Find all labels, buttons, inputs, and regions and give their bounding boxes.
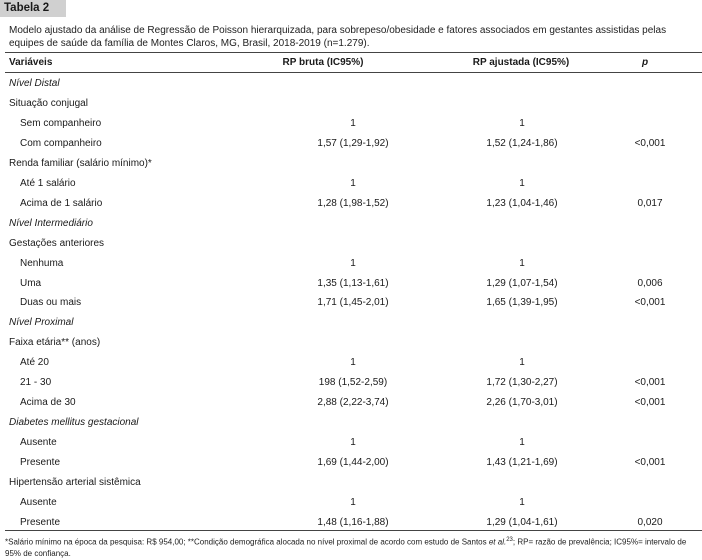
results-table: [5, 52, 702, 531]
table-row: [5, 134, 702, 154]
row-label: 21 - 30: [20, 377, 52, 389]
rp-ajustada-cell: 1,72 (1,30-2,27): [486, 377, 558, 389]
table-header-row: [5, 53, 702, 73]
p-value-cell: 0,020: [637, 516, 663, 528]
rp-ajustada-cell: 2,26 (1,70-3,01): [486, 397, 558, 409]
rp-ajustada-cell: 1: [519, 117, 525, 129]
table-row: [5, 453, 702, 473]
row-label: Uma: [20, 277, 42, 289]
header-rp-bruta: RP bruta (IC95%): [282, 57, 364, 68]
rp-ajustada-cell: 1,23 (1,04-1,46): [486, 197, 558, 209]
table-row: [5, 413, 702, 433]
table-row: [5, 214, 702, 234]
table-row: [5, 114, 702, 134]
rp-ajustada-cell: 1,52 (1,24-1,86): [486, 137, 558, 149]
table-row: [5, 194, 702, 214]
table-row: [5, 473, 702, 493]
footnote-text-1: *Salário mínimo na época da pesquisa: R$ 954,00; **Condição demográfica alocada no nível proximal de acordo com estudo de Santos: [5, 537, 489, 547]
row-label: Presente: [20, 516, 61, 528]
rp-ajustada-cell: 1: [519, 357, 525, 369]
rp-ajustada-cell: 1: [519, 177, 525, 189]
header-rp-ajustada: RP ajustada (IC95%): [472, 57, 570, 68]
table-row: [5, 94, 702, 114]
row-label: Ausente: [20, 496, 57, 508]
row-label: Nível Proximal: [9, 317, 74, 329]
rp-bruta-cell: 1: [350, 257, 356, 269]
rp-bruta-cell: 2,88 (2,22-3,74): [317, 397, 389, 409]
rp-ajustada-cell: 1,29 (1,07-1,54): [486, 277, 558, 289]
row-label: Nenhuma: [20, 257, 64, 269]
row-label: Diabetes mellitus gestacional: [9, 417, 139, 429]
header-p: p: [641, 57, 649, 68]
row-label: Faixa etária** (anos): [9, 337, 101, 349]
rp-bruta-cell: 1,71 (1,45-2,01): [317, 297, 389, 309]
row-label: Até 20: [20, 357, 49, 369]
table-caption: Modelo ajustado da análise de Regressão de Poisson hierarquizada, para sobrepeso/obesidade e fatores associados em gestantes assistidas pelas equipes de saúde da família de Montes Claros, MG, Brasil, 2018-2019 (n=1.279).: [9, 25, 667, 49]
rp-bruta-cell: 1,69 (1,44-2,00): [317, 457, 389, 469]
p-value-cell: <0,001: [634, 377, 666, 389]
p-value-cell: <0,001: [634, 457, 666, 469]
row-label: Ausente: [20, 437, 57, 449]
row-label: Nível Distal: [9, 78, 60, 89]
table-row: [5, 274, 702, 294]
header-variables: Variáveis: [9, 57, 53, 68]
row-label: Gestações anteriores: [9, 237, 105, 249]
table-row: [5, 373, 702, 393]
table-row: [5, 493, 702, 513]
footnote-reference: 23: [506, 537, 513, 543]
table-footnote: [5, 535, 697, 559]
rp-ajustada-cell: 1: [519, 257, 525, 269]
row-label: Situação conjugal: [9, 97, 88, 109]
p-value-cell: <0,001: [634, 137, 666, 149]
table-row: [5, 353, 702, 373]
row-label: Sem companheiro: [20, 117, 102, 129]
footnote-et-al: et al.: [488, 537, 507, 547]
rp-bruta-cell: 1: [350, 437, 356, 449]
row-label: Hipertensão arterial sistêmica: [9, 477, 141, 488]
table-row: [5, 333, 702, 353]
rp-ajustada-cell: 1,65 (1,39-1,95): [486, 297, 558, 309]
rp-bruta-cell: 1: [350, 117, 356, 129]
table-label: Tabela 2: [0, 0, 66, 17]
footnote-text-2: ; RP= razão de prevalência; IC95%= intervalo de 95% de confiança.: [5, 537, 687, 558]
rp-ajustada-cell: 1: [519, 496, 525, 508]
p-value-cell: <0,001: [634, 397, 666, 409]
row-label: Renda familiar (salário mínimo)*: [9, 157, 152, 169]
p-value-cell: 0,017: [637, 197, 663, 209]
row-label: Presente: [20, 457, 61, 469]
row-label: Nível Intermediário: [9, 217, 93, 229]
table-row: [5, 254, 702, 274]
rp-bruta-cell: 1: [350, 496, 356, 508]
row-label: Acima de 1 salário: [20, 197, 103, 209]
rp-bruta-cell: 1: [350, 177, 356, 189]
table-row: [5, 154, 702, 174]
table-row: [5, 74, 702, 94]
rp-bruta-cell: 1,48 (1,16-1,88): [317, 516, 389, 528]
rp-ajustada-cell: 1,43 (1,21-1,69): [486, 457, 558, 469]
rp-bruta-cell: 1: [350, 357, 356, 369]
row-label: Com companheiro: [20, 137, 102, 149]
table-row: [5, 293, 702, 313]
p-value-cell: 0,006: [637, 277, 663, 289]
rp-ajustada-cell: 1: [519, 437, 525, 449]
rp-ajustada-cell: 1,29 (1,04-1,61): [486, 516, 558, 528]
table-row: [5, 313, 702, 333]
row-label: Até 1 salário: [20, 177, 76, 189]
rp-bruta-cell: 1,57 (1,29-1,92): [317, 137, 389, 149]
table-row: [5, 513, 702, 533]
table-row: [5, 433, 702, 453]
rp-bruta-cell: 1,28 (1,98-1,52): [317, 197, 389, 209]
table-row: [5, 234, 702, 254]
p-value-cell: <0,001: [634, 297, 666, 309]
row-label: Duas ou mais: [20, 297, 82, 309]
rp-bruta-cell: 1,35 (1,13-1,61): [317, 277, 389, 289]
rp-bruta-cell: 198 (1,52-2,59): [318, 377, 388, 389]
table-row: [5, 174, 702, 194]
table-row: [5, 393, 702, 413]
row-label: Acima de 30: [20, 397, 76, 409]
